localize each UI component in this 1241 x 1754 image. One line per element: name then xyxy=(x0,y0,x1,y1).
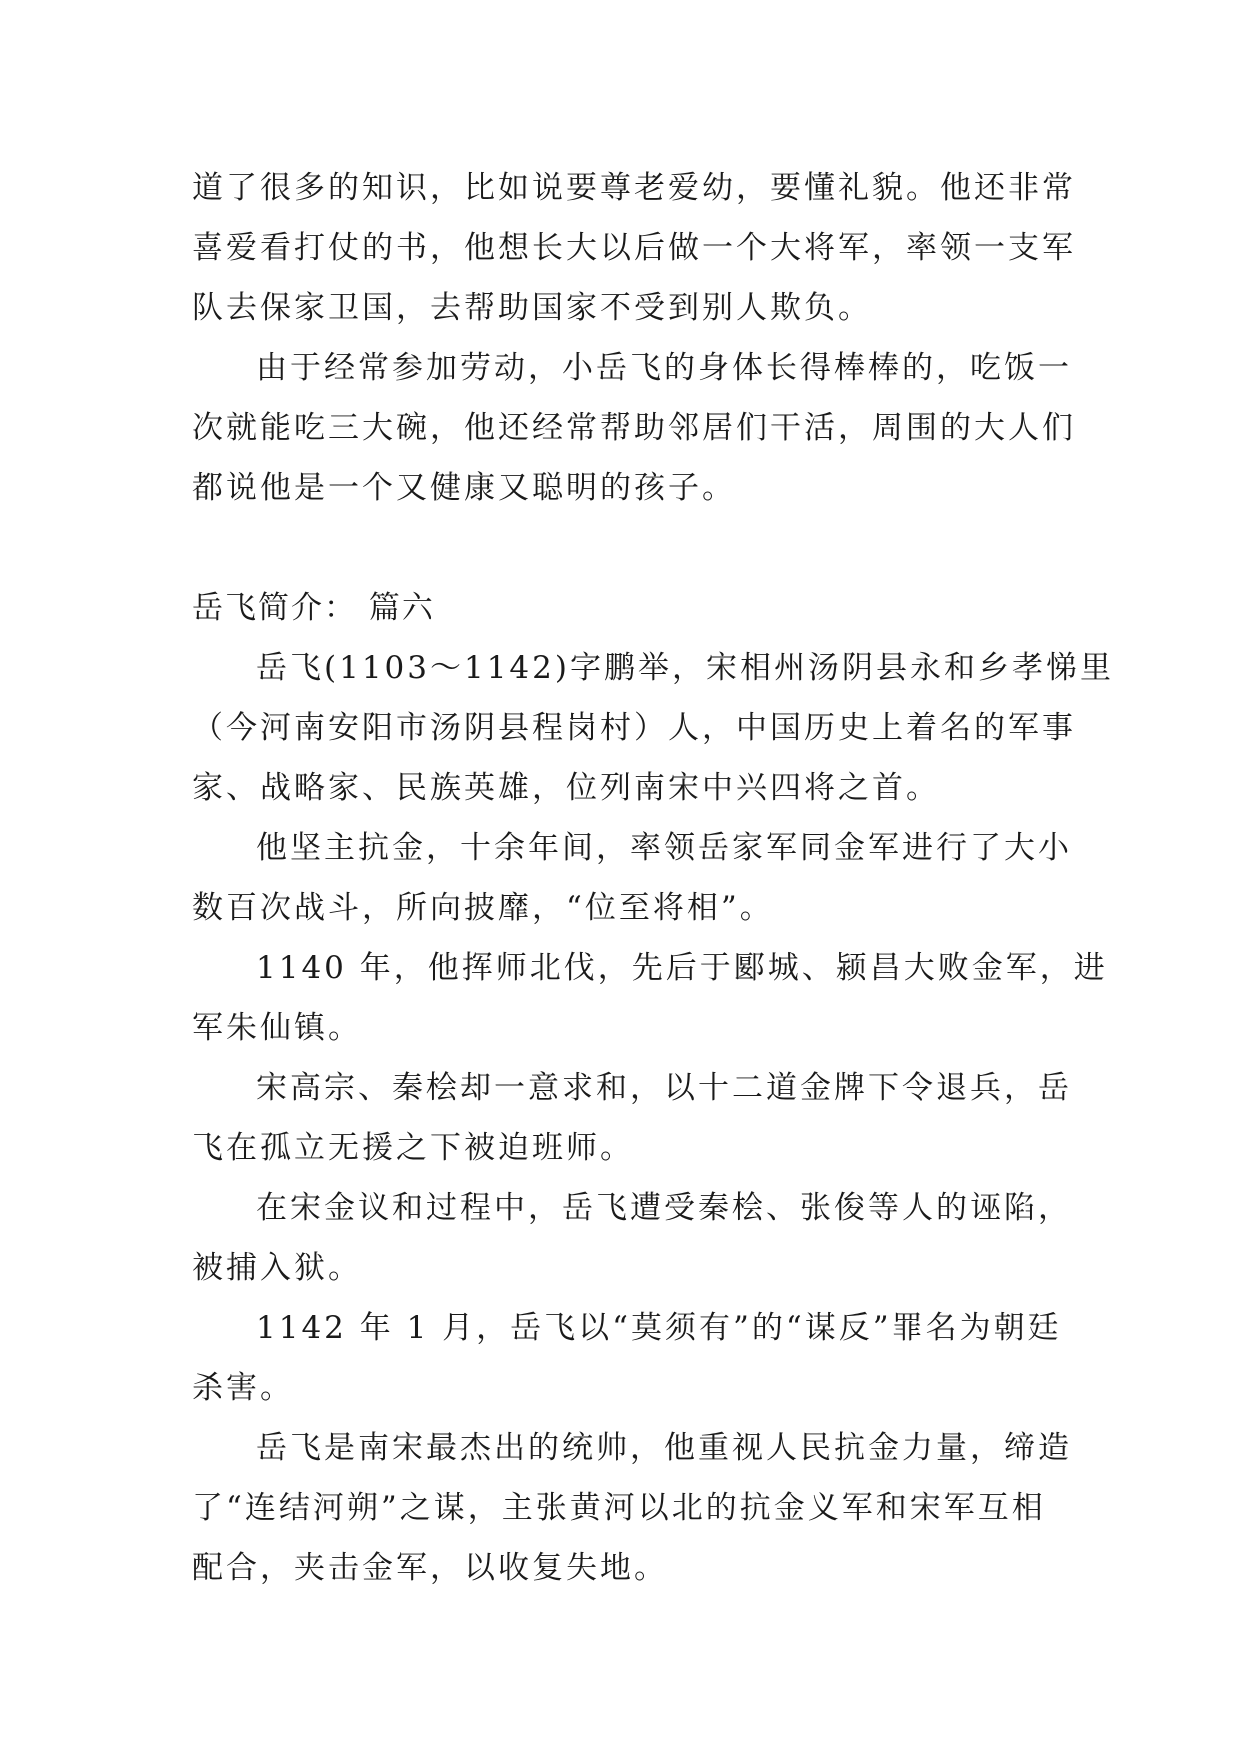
text-line: 军朱仙镇。 xyxy=(192,1010,362,1046)
paragraph xyxy=(192,818,1072,938)
blank-line xyxy=(192,518,1064,578)
text-line: 道了很多的知识，比如说要尊老爱幼，要懂礼貌。他还非常 xyxy=(192,170,1076,206)
paragraph xyxy=(192,1178,1072,1298)
text-line: 配合，夹击金军，以收复失地。 xyxy=(192,1550,668,1586)
text-line: 次就能吃三大碗，他还经常帮助邻居们干活，周围的大人们 xyxy=(192,410,1076,446)
paragraph xyxy=(192,1058,1072,1178)
paragraph xyxy=(192,938,1108,1058)
text-line: 1140 年，他挥师北伐，先后于郾城、颍昌大败金军，进 xyxy=(256,950,1108,986)
text-line: 被捕入狱。 xyxy=(192,1250,362,1286)
text-line: 他坚主抗金，十余年间，率领岳家军同金军进行了大小 xyxy=(256,830,1072,866)
paragraph-continuation xyxy=(192,158,1076,338)
text-line: 飞在孤立无援之下被迫班师。 xyxy=(192,1130,634,1166)
text-line: 家、战略家、民族英雄，位列南宋中兴四将之首。 xyxy=(192,770,940,806)
text-line: 数百次战斗，所向披靡，“位至将相”。 xyxy=(192,890,774,926)
text-line: 1142 年 1 月，岳飞以“莫须有”的“谋反”罪名为朝廷 xyxy=(256,1310,1062,1346)
text-line: 宋高宗、秦桧却一意求和，以十二道金牌下令退兵，岳 xyxy=(256,1070,1072,1106)
text-line: 岳飞是南宋最杰出的统帅，他重视人民抗金力量，缔造 xyxy=(256,1430,1072,1466)
text-line: 在宋金议和过程中，岳飞遭受秦桧、张俊等人的诬陷， xyxy=(256,1190,1072,1226)
paragraph xyxy=(192,1298,1064,1418)
section-heading: 岳飞简介： 篇六 xyxy=(192,590,435,626)
document-body xyxy=(192,158,1114,1598)
text-line: 杀害。 xyxy=(192,1370,294,1406)
text-line: 了“连结河朔”之谋，主张黄河以北的抗金义军和宋军互相 xyxy=(192,1490,1046,1526)
text-line: （今河南安阳市汤阴县程岗村）人，中国历史上着名的军事 xyxy=(192,710,1076,746)
text-line: 喜爱看打仗的书，他想长大以后做一个大将军，率领一支军 xyxy=(192,230,1076,266)
paragraph xyxy=(192,338,1076,518)
paragraph xyxy=(192,638,1114,818)
text-line: 都说他是一个又健康又聪明的孩子。 xyxy=(192,470,736,506)
text-line: 岳飞(1103～1142)字鹏举，宋相州汤阴县永和乡孝悌里 xyxy=(256,650,1114,686)
text-line: 队去保家卫国，去帮助国家不受到别人欺负。 xyxy=(192,290,872,326)
text-line: 由于经常参加劳动，小岳飞的身体长得棒棒的，吃饭一 xyxy=(256,350,1072,386)
paragraph xyxy=(192,1418,1072,1598)
